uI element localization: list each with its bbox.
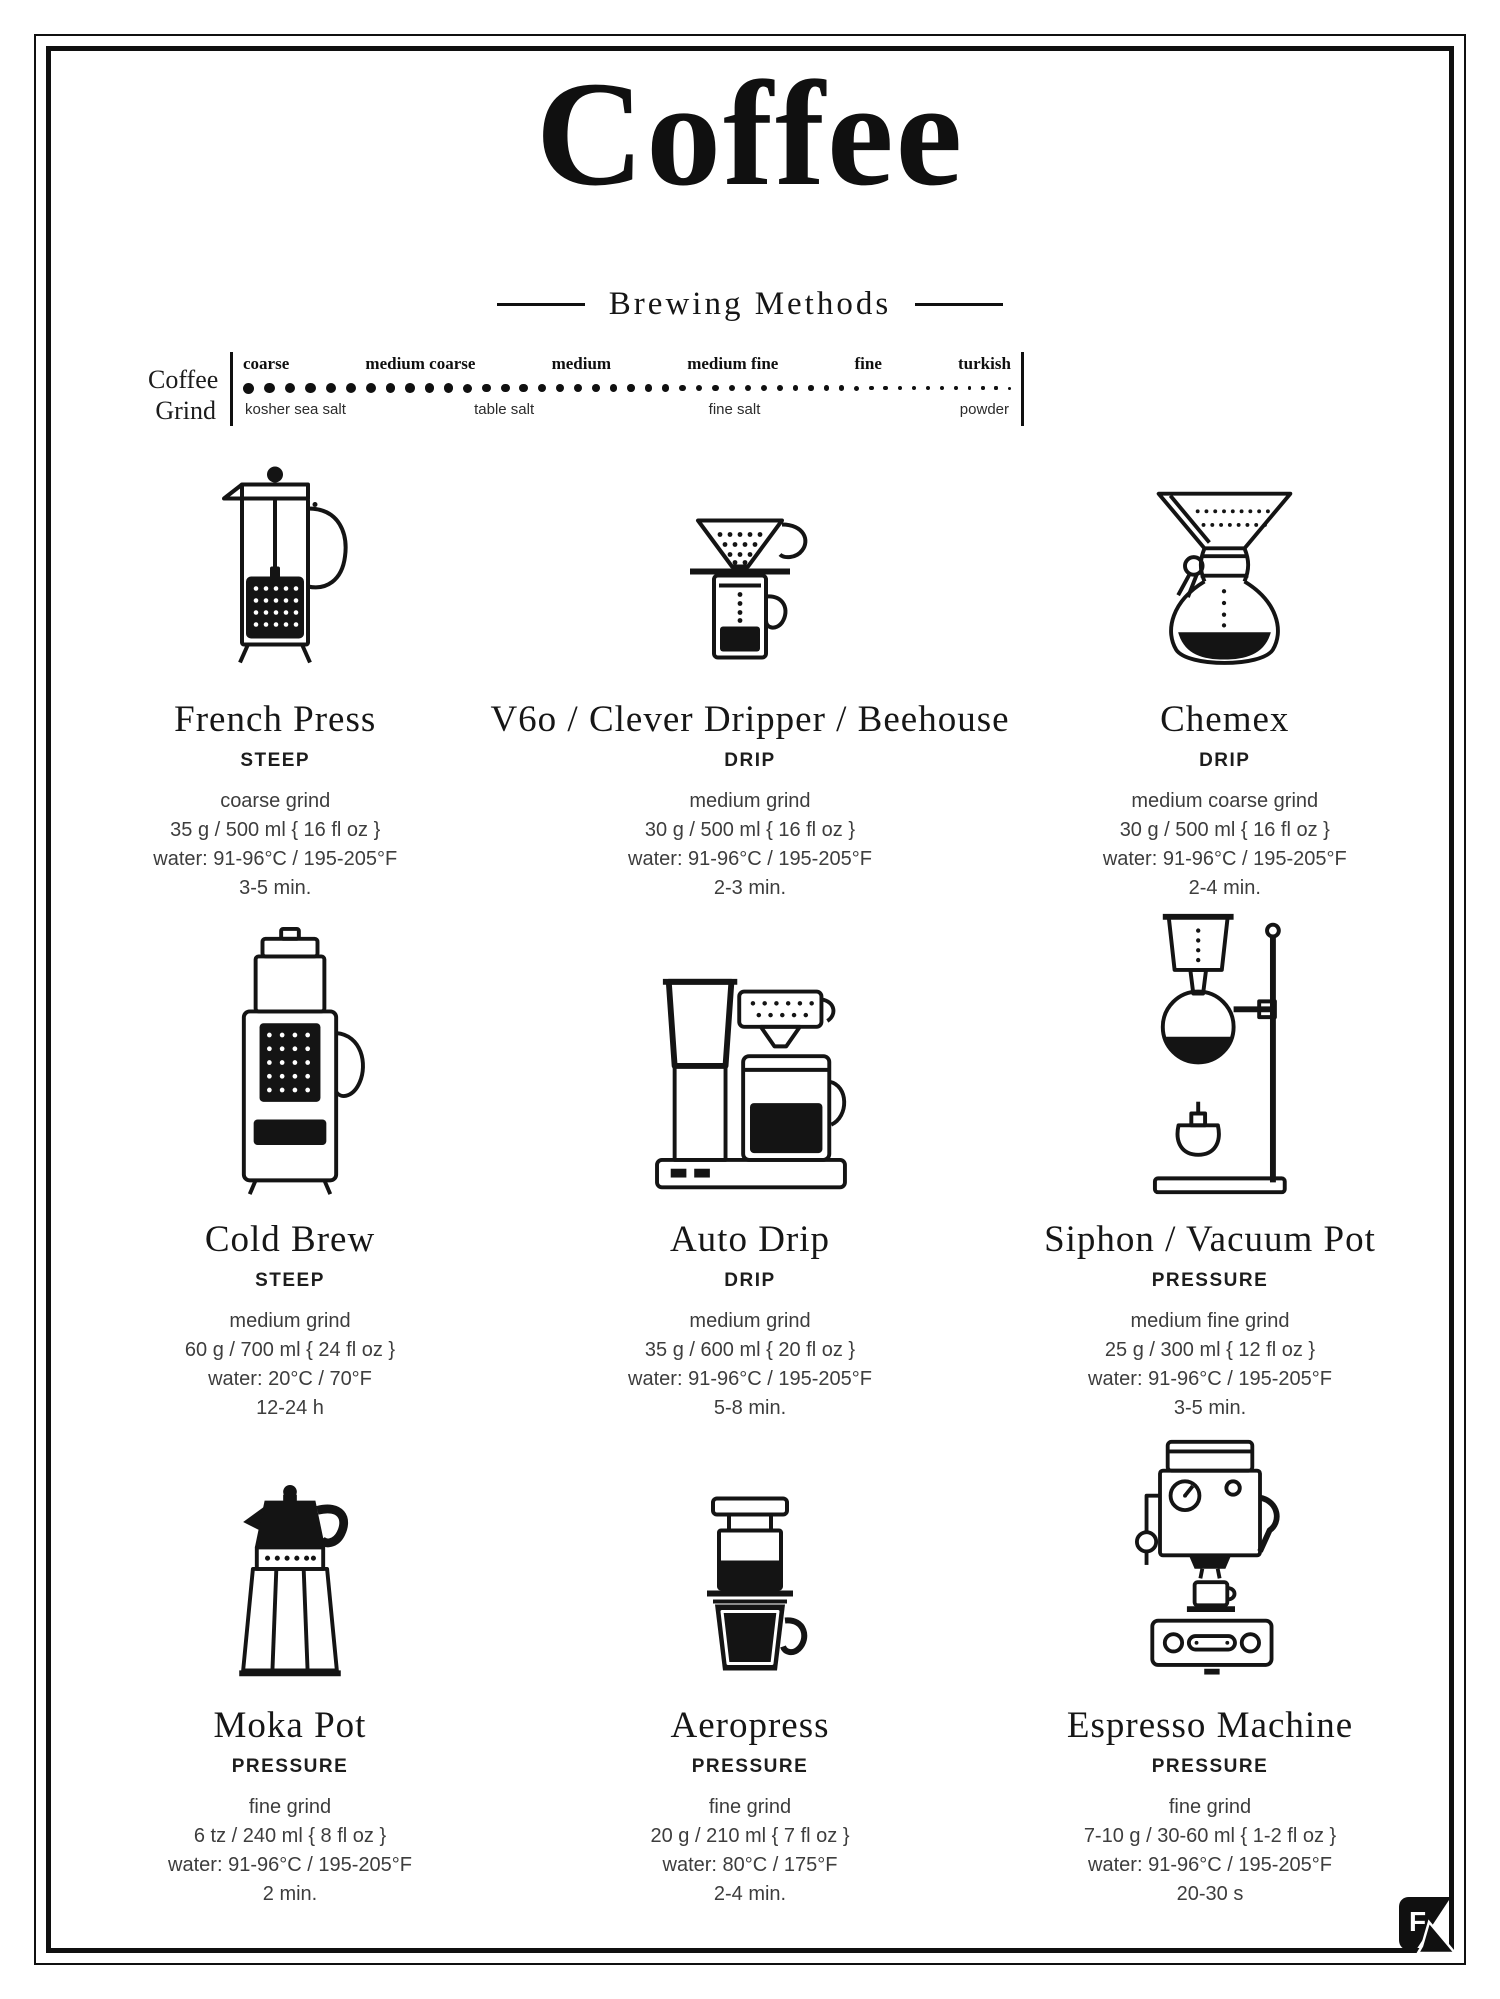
grind-dot	[501, 384, 510, 393]
method-grind: fine grind	[248, 1796, 332, 1818]
method-technique: PRESSURE	[1151, 1270, 1269, 1291]
method-time: 2 min.	[262, 1883, 318, 1905]
grind-dot	[926, 386, 930, 390]
subtitle-right-dash	[915, 303, 1003, 306]
grind-dot	[592, 384, 600, 392]
method-technique: PRESSURE	[1151, 1756, 1269, 1777]
method-ratio: 20 g / 210 ml { 7 fl oz }	[650, 1825, 850, 1847]
grind-dot	[912, 386, 916, 390]
method-technique: STEEP	[240, 750, 311, 771]
siphon-vacuum-pot-icon	[1110, 900, 1310, 1202]
aeropress-icon	[665, 1386, 835, 1688]
v60-dripper-icon	[670, 414, 830, 682]
method-technique: PRESSURE	[691, 1756, 809, 1777]
method-details	[628, 787, 872, 903]
french-press-icon	[188, 414, 363, 682]
method-ratio: 35 g / 500 ml { 16 fl oz }	[170, 819, 381, 841]
method-ratio: 6 tz / 240 ml { 8 fl oz }	[193, 1825, 387, 1847]
grind-dot	[712, 385, 719, 392]
method-name: Moka Pot	[213, 1705, 367, 1746]
method-water: water: 80°C / 175°F	[662, 1854, 838, 1876]
method-ratio: 25 g / 300 ml { 12 fl oz }	[1104, 1339, 1316, 1361]
grind-dot	[824, 385, 829, 390]
method-card-auto-drip	[520, 900, 980, 1423]
method-time: 20-30 s	[1176, 1883, 1244, 1905]
grind-dot	[968, 386, 972, 390]
logo-letter: F	[1409, 1906, 1427, 1937]
grind-dot	[463, 384, 472, 393]
grind-segment-medium: medium	[551, 354, 612, 373]
salt-label-powder: powder	[959, 401, 1009, 418]
method-grind: fine grind	[1168, 1796, 1252, 1818]
method-name: Siphon / Vacuum Pot	[1044, 1219, 1376, 1260]
grind-dot	[745, 385, 751, 391]
method-card-cold-brew	[60, 900, 520, 1423]
espresso-machine-icon	[1110, 1386, 1310, 1688]
grind-label-line1: Coffee	[148, 365, 219, 394]
method-details	[1103, 787, 1347, 903]
auto-drip-icon	[635, 900, 865, 1202]
method-card-french-press	[60, 414, 490, 903]
grind-dot	[610, 384, 618, 392]
method-ratio: 60 g / 700 ml { 24 fl oz }	[184, 1339, 396, 1361]
method-ratio: 7-10 g / 30-60 ml { 1-2 fl oz }	[1083, 1825, 1337, 1847]
grind-dot	[898, 386, 902, 390]
salt-label-table: table salt	[474, 401, 535, 418]
grind-dot	[444, 383, 453, 392]
methods-row-1	[60, 414, 1440, 903]
method-water: water: 91-96°C / 195-205°F	[628, 1368, 872, 1390]
grind-dot	[981, 386, 984, 389]
grind-dot	[482, 384, 491, 393]
method-time: 2-3 min.	[713, 877, 787, 899]
method-technique: DRIP	[724, 750, 776, 771]
method-grind: coarse grind	[220, 790, 331, 812]
grind-segment-medium-coarse: medium coarse	[365, 354, 476, 373]
grind-dot	[326, 383, 336, 393]
method-card-espresso-machine	[980, 1386, 1440, 1909]
grind-dot	[366, 383, 376, 393]
method-time: 5-8 min.	[713, 1397, 787, 1419]
method-water: water: 91-96°C / 195-205°F	[1088, 1368, 1332, 1390]
subtitle-left-dash	[497, 303, 585, 306]
grind-dot	[305, 383, 316, 394]
method-ratio: 30 g / 500 ml { 16 fl oz }	[1119, 819, 1330, 841]
method-details	[153, 787, 397, 903]
grind-dot	[839, 385, 844, 390]
grind-dot	[574, 384, 582, 392]
method-grind: medium coarse grind	[1131, 790, 1319, 812]
method-time: 3-5 min.	[1173, 1397, 1247, 1419]
cold-brew-icon	[205, 900, 375, 1202]
method-grind: medium grind	[689, 790, 811, 812]
grind-dot	[793, 385, 799, 391]
grind-dot	[1008, 387, 1011, 390]
method-water: water: 20°C / 70°F	[208, 1368, 372, 1390]
method-card-chemex	[1010, 414, 1440, 903]
grind-dot	[729, 385, 735, 391]
grind-segment-fine: fine	[854, 354, 882, 373]
method-name: Espresso Machine	[1066, 1705, 1354, 1746]
grind-segment-medium-fine: medium fine	[687, 354, 779, 373]
method-grind: medium grind	[229, 1310, 351, 1332]
methods-row-3	[60, 1386, 1440, 1909]
salt-label-kosher: kosher sea salt	[245, 401, 346, 418]
method-name: Aeropress	[670, 1705, 830, 1746]
salt-label-fine: fine salt	[708, 401, 761, 418]
method-details	[168, 1793, 412, 1909]
method-name: Cold Brew	[204, 1219, 376, 1260]
method-card-siphon	[980, 900, 1440, 1423]
method-grind: medium grind	[689, 1310, 811, 1332]
grind-label-line2: Grind	[155, 396, 216, 426]
method-card-aeropress	[520, 1386, 980, 1909]
grind-segment-turkish: turkish	[958, 354, 1011, 373]
grind-dot	[808, 385, 814, 391]
grind-dot	[761, 385, 767, 391]
method-ratio: 35 g / 600 ml { 20 fl oz }	[644, 1339, 856, 1361]
method-details	[1084, 1793, 1336, 1909]
method-water: water: 91-96°C / 195-205°F	[1088, 1854, 1332, 1876]
grind-dot	[645, 384, 652, 391]
method-time: 12-24 h	[256, 1397, 324, 1419]
grind-dot	[869, 386, 874, 391]
method-time: 2-4 min.	[713, 1883, 787, 1905]
grind-dot	[954, 386, 958, 390]
poster-title: Coffee	[535, 51, 965, 217]
grind-dot	[519, 384, 528, 393]
grind-dot	[696, 385, 703, 392]
method-time: 3-5 min.	[239, 877, 312, 899]
method-technique: PRESSURE	[231, 1756, 349, 1777]
grind-segment-labels	[243, 354, 1011, 374]
grind-dot	[940, 386, 944, 390]
grind-dot	[883, 386, 888, 391]
grind-dot	[777, 385, 783, 391]
method-water: water: 91-96°C / 195-205°F	[1102, 848, 1347, 870]
method-name: Auto Drip	[669, 1219, 831, 1260]
method-grind: fine grind	[708, 1796, 792, 1818]
grind-dot	[662, 384, 669, 391]
grind-dot	[346, 383, 356, 393]
method-water: water: 91-96°C / 195-205°F	[168, 1854, 412, 1876]
grind-dot	[386, 383, 396, 393]
method-details	[650, 1793, 849, 1909]
method-card-moka-pot	[60, 1386, 520, 1909]
poster-subtitle: Brewing Methods	[608, 286, 892, 322]
grind-dot	[243, 383, 254, 394]
method-water: water: 91-96°C / 195-205°F	[153, 848, 398, 870]
method-technique: DRIP	[1199, 750, 1251, 771]
grind-dot	[264, 383, 275, 394]
method-card-v60	[490, 414, 1009, 903]
grind-dot	[627, 384, 634, 391]
method-name: V6o / Clever Dripper / Beehouse	[490, 699, 1010, 740]
grind-segment-coarse: coarse	[243, 354, 290, 373]
method-ratio: 30 g / 500 ml { 16 fl oz }	[644, 819, 856, 841]
methods-row-2	[60, 900, 1440, 1423]
grind-dot	[679, 385, 686, 392]
grind-dot	[854, 386, 859, 391]
moka-pot-icon	[200, 1386, 380, 1688]
method-name: Chemex	[1160, 699, 1290, 740]
grind-dot	[425, 383, 434, 392]
grind-dot	[538, 384, 546, 392]
method-grind: medium fine grind	[1130, 1310, 1290, 1332]
method-technique: STEEP	[255, 1270, 325, 1291]
chemex-icon	[1137, 414, 1312, 682]
method-name: French Press	[174, 699, 377, 740]
method-water: water: 91-96°C / 195-205°F	[628, 848, 872, 870]
folded-corner-logo	[1396, 1895, 1460, 1959]
grind-dot	[285, 383, 296, 394]
grind-dot	[994, 386, 997, 389]
method-time: 2-4 min.	[1188, 877, 1261, 899]
method-technique: DRIP	[724, 1270, 776, 1291]
grind-dot	[556, 384, 564, 392]
grind-dot	[405, 383, 415, 393]
poster-subtitle-row	[0, 286, 1500, 323]
grind-dots-row	[243, 379, 1011, 397]
